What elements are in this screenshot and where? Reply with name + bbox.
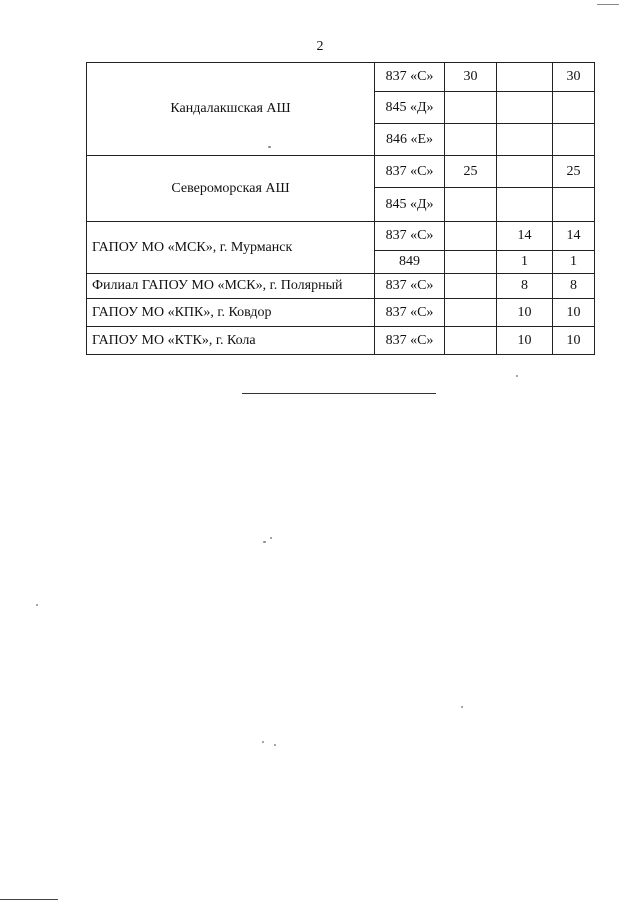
value-column-2-cell: 8 [497, 274, 553, 299]
value-column-1-cell [445, 327, 497, 355]
scan-speck [461, 706, 463, 708]
total-cell [553, 92, 595, 124]
total-cell: 14 [553, 222, 595, 251]
table-row [87, 222, 595, 251]
value-column-1-cell [445, 299, 497, 327]
program-code-cell: 837 «С» [375, 156, 445, 188]
table-row [87, 156, 595, 188]
program-code-cell: 846 «Е» [375, 124, 445, 156]
total-cell: 30 [553, 63, 595, 92]
allocation-table [86, 62, 595, 355]
scan-speck [263, 541, 266, 543]
value-column-2-cell [497, 124, 553, 156]
value-column-2-cell: 14 [497, 222, 553, 251]
organization-cell: Североморская АШ [87, 156, 375, 222]
scan-speck [270, 537, 272, 539]
program-code-cell: 837 «С» [375, 327, 445, 355]
total-cell: 10 [553, 327, 595, 355]
allocation-table-body [87, 63, 595, 355]
table-row [87, 299, 595, 327]
value-column-1-cell [445, 274, 497, 299]
value-column-2-cell: 1 [497, 251, 553, 274]
value-column-1-cell [445, 222, 497, 251]
value-column-2-cell: 10 [497, 299, 553, 327]
scan-corner-line [597, 4, 619, 5]
value-column-1-cell [445, 92, 497, 124]
total-cell: 10 [553, 299, 595, 327]
value-column-2-cell [497, 92, 553, 124]
value-column-1-cell [445, 124, 497, 156]
program-code-cell: 845 «Д» [375, 188, 445, 222]
program-code-cell: 837 «С» [375, 63, 445, 92]
table-row [87, 63, 595, 92]
value-column-2-cell [497, 156, 553, 188]
page-number: 2 [316, 39, 324, 54]
program-code-cell: 837 «С» [375, 222, 445, 251]
organization-cell: Филиал ГАПОУ МО «МСК», г. Полярный [87, 274, 375, 299]
scan-speck [262, 741, 264, 743]
table-row [87, 274, 595, 299]
value-column-1-cell: 25 [445, 156, 497, 188]
total-cell: 1 [553, 251, 595, 274]
scan-speck [274, 744, 276, 746]
program-code-cell: 837 «С» [375, 274, 445, 299]
scan-speck [516, 375, 518, 377]
value-column-2-cell [497, 63, 553, 92]
total-cell [553, 188, 595, 222]
value-column-2-cell: 10 [497, 327, 553, 355]
table-row [87, 327, 595, 355]
program-code-cell: 837 «С» [375, 299, 445, 327]
organization-cell: Кандалакшская АШ [87, 63, 375, 156]
value-column-1-cell: 30 [445, 63, 497, 92]
total-cell [553, 124, 595, 156]
organization-cell: ГАПОУ МО «МСК», г. Мурманск [87, 222, 375, 274]
program-code-cell: 845 «Д» [375, 92, 445, 124]
value-column-1-cell [445, 251, 497, 274]
total-cell: 8 [553, 274, 595, 299]
organization-cell: ГАПОУ МО «КПК», г. Ковдор [87, 299, 375, 327]
organization-cell: ГАПОУ МО «КТК», г. Кола [87, 327, 375, 355]
scan-speck [268, 146, 271, 148]
closing-separator-line [242, 393, 436, 394]
program-code-cell: 849 [375, 251, 445, 274]
value-column-2-cell [497, 188, 553, 222]
total-cell: 25 [553, 156, 595, 188]
value-column-1-cell [445, 188, 497, 222]
scan-edge-line [0, 899, 58, 900]
scan-speck [36, 604, 38, 606]
